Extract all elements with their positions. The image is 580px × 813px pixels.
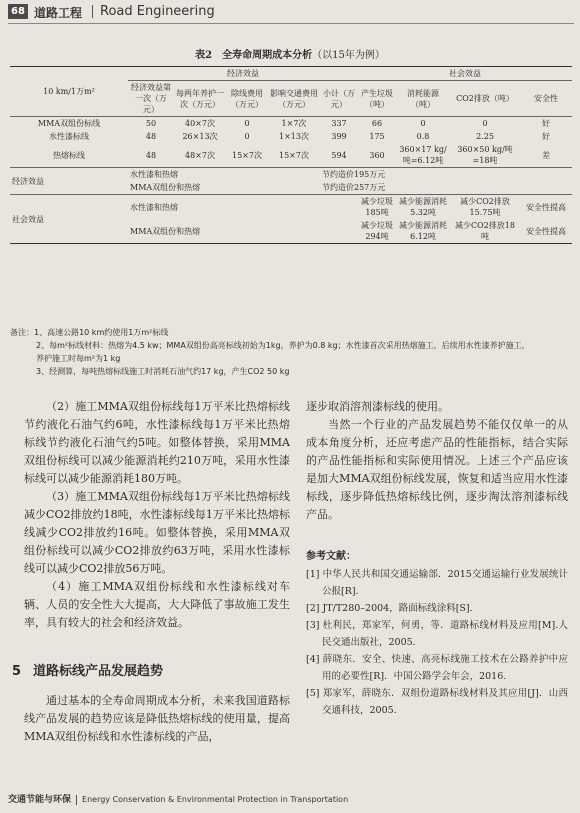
econ-row-value: 节约造价195万元 — [322, 170, 386, 179]
cell: 15×7次 — [268, 143, 320, 168]
table-row — [10, 117, 572, 131]
econ-row — [10, 168, 572, 182]
paragraph: 逐步取消溶剂漆标线的使用。 — [306, 400, 449, 413]
cell: 26×13次 — [182, 132, 218, 141]
reference-item: [4] 薛晓东．安全、快速、高亮标线施工技术在公路养护中应用的必要性[R]．中国公路学会年会，2016. — [306, 654, 568, 682]
table-corner: 10 km/1万m² — [10, 67, 128, 117]
cost-analysis-table — [10, 66, 572, 244]
cell: 好 — [542, 132, 550, 141]
group-social: 社会效益 — [358, 67, 572, 81]
note-2b: 养护施工时每m²为1 kg — [36, 354, 121, 363]
left-column — [24, 398, 290, 632]
col-waste: 产生垃圾（吨） — [358, 81, 396, 117]
cell: 48 — [145, 132, 157, 141]
note-1: 备注：1、高速公路10 km约使用1万m²标线 — [10, 328, 169, 337]
col-traffic: 影响交通费用（万元） — [268, 81, 320, 117]
cell: 15×7次 — [226, 143, 268, 168]
col-co2: CO2排放（吨） — [450, 81, 520, 117]
table-caption-main: 表2 全寿命周期成本分析 — [195, 50, 313, 61]
col-construction: 经济效益第一次（万元） — [128, 81, 174, 117]
social-row-name: MMA双组份和热熔 — [128, 219, 358, 244]
cell: 360×17 kg/吨=6.12吨 — [396, 143, 450, 168]
cell: 差 — [520, 143, 572, 168]
cell: 2.25 — [476, 132, 494, 141]
paragraph: （3）施工MMA双组份标线每1万平米比热熔标线减少CO2排放约18吨，水性漆标线每1万平米比热熔标线减少CO2排放约16吨。如整体替换，采用MMA双组份标线可以减少CO2排放约63万吨，采用水性漆标线可以减少CO2排放56万吨。 — [24, 490, 290, 575]
right-column — [306, 398, 568, 719]
note-3: 3、经测算，每吨热熔标线施工时消耗石油气约17 kg，产生CO2 50 kg — [36, 367, 290, 376]
reference-item: [1] 中华人民共和国交通运输部．2015交通运输行业发展统计公报[R]. — [306, 569, 568, 597]
reference-item: [5] 郑家军，薛晓东．双组份道路标线材料及其应用[J]．山西交通科技，2005. — [306, 688, 568, 716]
social-waste: 减少垃圾294吨 — [358, 219, 396, 244]
col-subtotal: 小计（万元） — [320, 81, 358, 117]
cell: 0 — [244, 132, 250, 141]
cell: 40×7次 — [185, 119, 215, 128]
footer-journal-en: Energy Conservation & Environmental Protection in Transportation — [82, 795, 349, 804]
social-co2: 减少CO2排放15.75吨 — [460, 197, 510, 217]
col-safety: 安全性 — [520, 81, 572, 117]
social-safety: 安全性提高 — [526, 202, 566, 212]
social-energy: 减少能源消耗6.12吨 — [396, 219, 450, 244]
table-row — [10, 143, 572, 168]
cell: 360 — [358, 143, 396, 168]
header-rule — [8, 23, 574, 24]
paragraph: （2）施工MMA双组份标线每1万平米比热熔标线节约液化石油气约6吨，水性漆标线每1万平米比热熔标线节约液化石油气约5吨。如整体替换，采用MMA双组份标线可以减少能源消耗约210万吨，采用水性漆标线可以减少能源消耗180万吨。 — [24, 400, 290, 485]
social-row-name: 水性漆和热熔 — [130, 202, 178, 212]
header-divider — [92, 5, 93, 18]
note-2a: 2、每m²标线材料：热熔为4.5 kw；MMA双组份高亮标线初始为1kg，养护为0.8 kg；水性漆首次采用热熔施工，后续用水性漆养护施工， — [36, 341, 530, 350]
cell: 175 — [369, 132, 385, 141]
econ-label: 经济效益 — [10, 168, 128, 195]
cell: 48×7次 — [174, 143, 226, 168]
cell: 0 — [482, 119, 488, 128]
references-list — [306, 566, 568, 719]
footer-journal-cn: 交通节能与环保 — [8, 795, 72, 805]
section-title: 道路标线产品发展趋势 — [33, 664, 164, 679]
social-energy: 减少能源消耗5.32吨 — [399, 197, 447, 217]
page-footer — [8, 792, 574, 808]
table-caption — [0, 46, 580, 61]
econ-row-name: MMA双组份和热熔 — [128, 181, 320, 195]
social-row — [10, 195, 572, 220]
table-notes — [10, 326, 570, 378]
row-name: 热熔标线 — [10, 143, 128, 168]
journal-title-cn: 道路工程 — [34, 6, 83, 20]
table-row — [10, 130, 572, 143]
cell: 48 — [128, 143, 174, 168]
col-maintain: 每两年养护一次（万元） — [174, 81, 226, 117]
econ-row-value: 节约造价257万元 — [320, 181, 450, 195]
social-co2: 减少CO2排放18吨 — [450, 219, 520, 244]
reference-item: [2] JT/T280–2004，路面标线涂料[S]. — [306, 603, 473, 614]
cell: 好 — [542, 119, 550, 128]
col-energy: 消耗能源（吨） — [396, 81, 450, 117]
cell: 1×13次 — [279, 132, 309, 141]
footer-divider — [76, 795, 77, 805]
group-economic: 经济效益 — [128, 67, 358, 81]
cell: 0 — [420, 119, 426, 128]
left-column-tail — [24, 692, 290, 746]
cell: 337 — [331, 119, 347, 128]
cell: 66 — [371, 119, 383, 128]
paragraph: 通过基本的全寿命周期成本分析，未来我国道路标线产品发展的趋势应该是降低热熔标线的使用量，提高MMA双组份标线和水性漆标线的产品， — [24, 694, 290, 743]
page-number: 68 — [8, 4, 28, 19]
social-label: 社会效益 — [10, 195, 128, 244]
col-removal: 除线费用（万元） — [226, 81, 268, 117]
social-waste: 减少垃圾185吨 — [361, 197, 393, 217]
section-number: 5 — [12, 664, 22, 679]
cell: 1×7次 — [281, 119, 307, 128]
spacer — [306, 524, 568, 544]
reference-item: [3] 杜利民，郑家军，何勇，等．道路标线材料及应用[M].人民交通出版社，2005. — [306, 620, 568, 648]
cell: 360×50 kg/吨=18吨 — [450, 143, 520, 168]
page-header — [0, 0, 580, 24]
row-name: MMA双组份标线 — [37, 119, 101, 128]
paragraph: 当然一个行业的产品发展趋势不能仅仅单一的从成本角度分析，还应考虑产品的性能指标，结合实际的产品性能指标和实际使用情况。上述三个产品应该是加大MMA双组份标线发展，恢复和适当应用水性漆标线，逐步降低热熔标线比例，逐步淘汰溶剂漆标线产品。 — [306, 418, 568, 521]
journal-title-en: Road Engineering — [100, 4, 215, 19]
paragraph: （4）施工MMA双组份标线和水性漆标线对车辆、人员的安全性大大提高，大大降低了事故施工发生率，具有较大的社会和经济效益。 — [24, 580, 290, 629]
section-heading — [12, 660, 163, 679]
social-safety: 安全性提高 — [520, 219, 572, 244]
econ-row-name: 水性漆和热熔 — [130, 170, 178, 179]
cell: 50 — [145, 119, 157, 128]
cell: 594 — [320, 143, 358, 168]
row-name: 水性漆标线 — [49, 132, 89, 141]
table-caption-sub: （以15年为例） — [312, 50, 385, 61]
references-title: 参考文献： — [306, 551, 356, 562]
cell: 399 — [331, 132, 347, 141]
cell: 0.8 — [416, 132, 430, 141]
cell: 0 — [244, 119, 250, 128]
